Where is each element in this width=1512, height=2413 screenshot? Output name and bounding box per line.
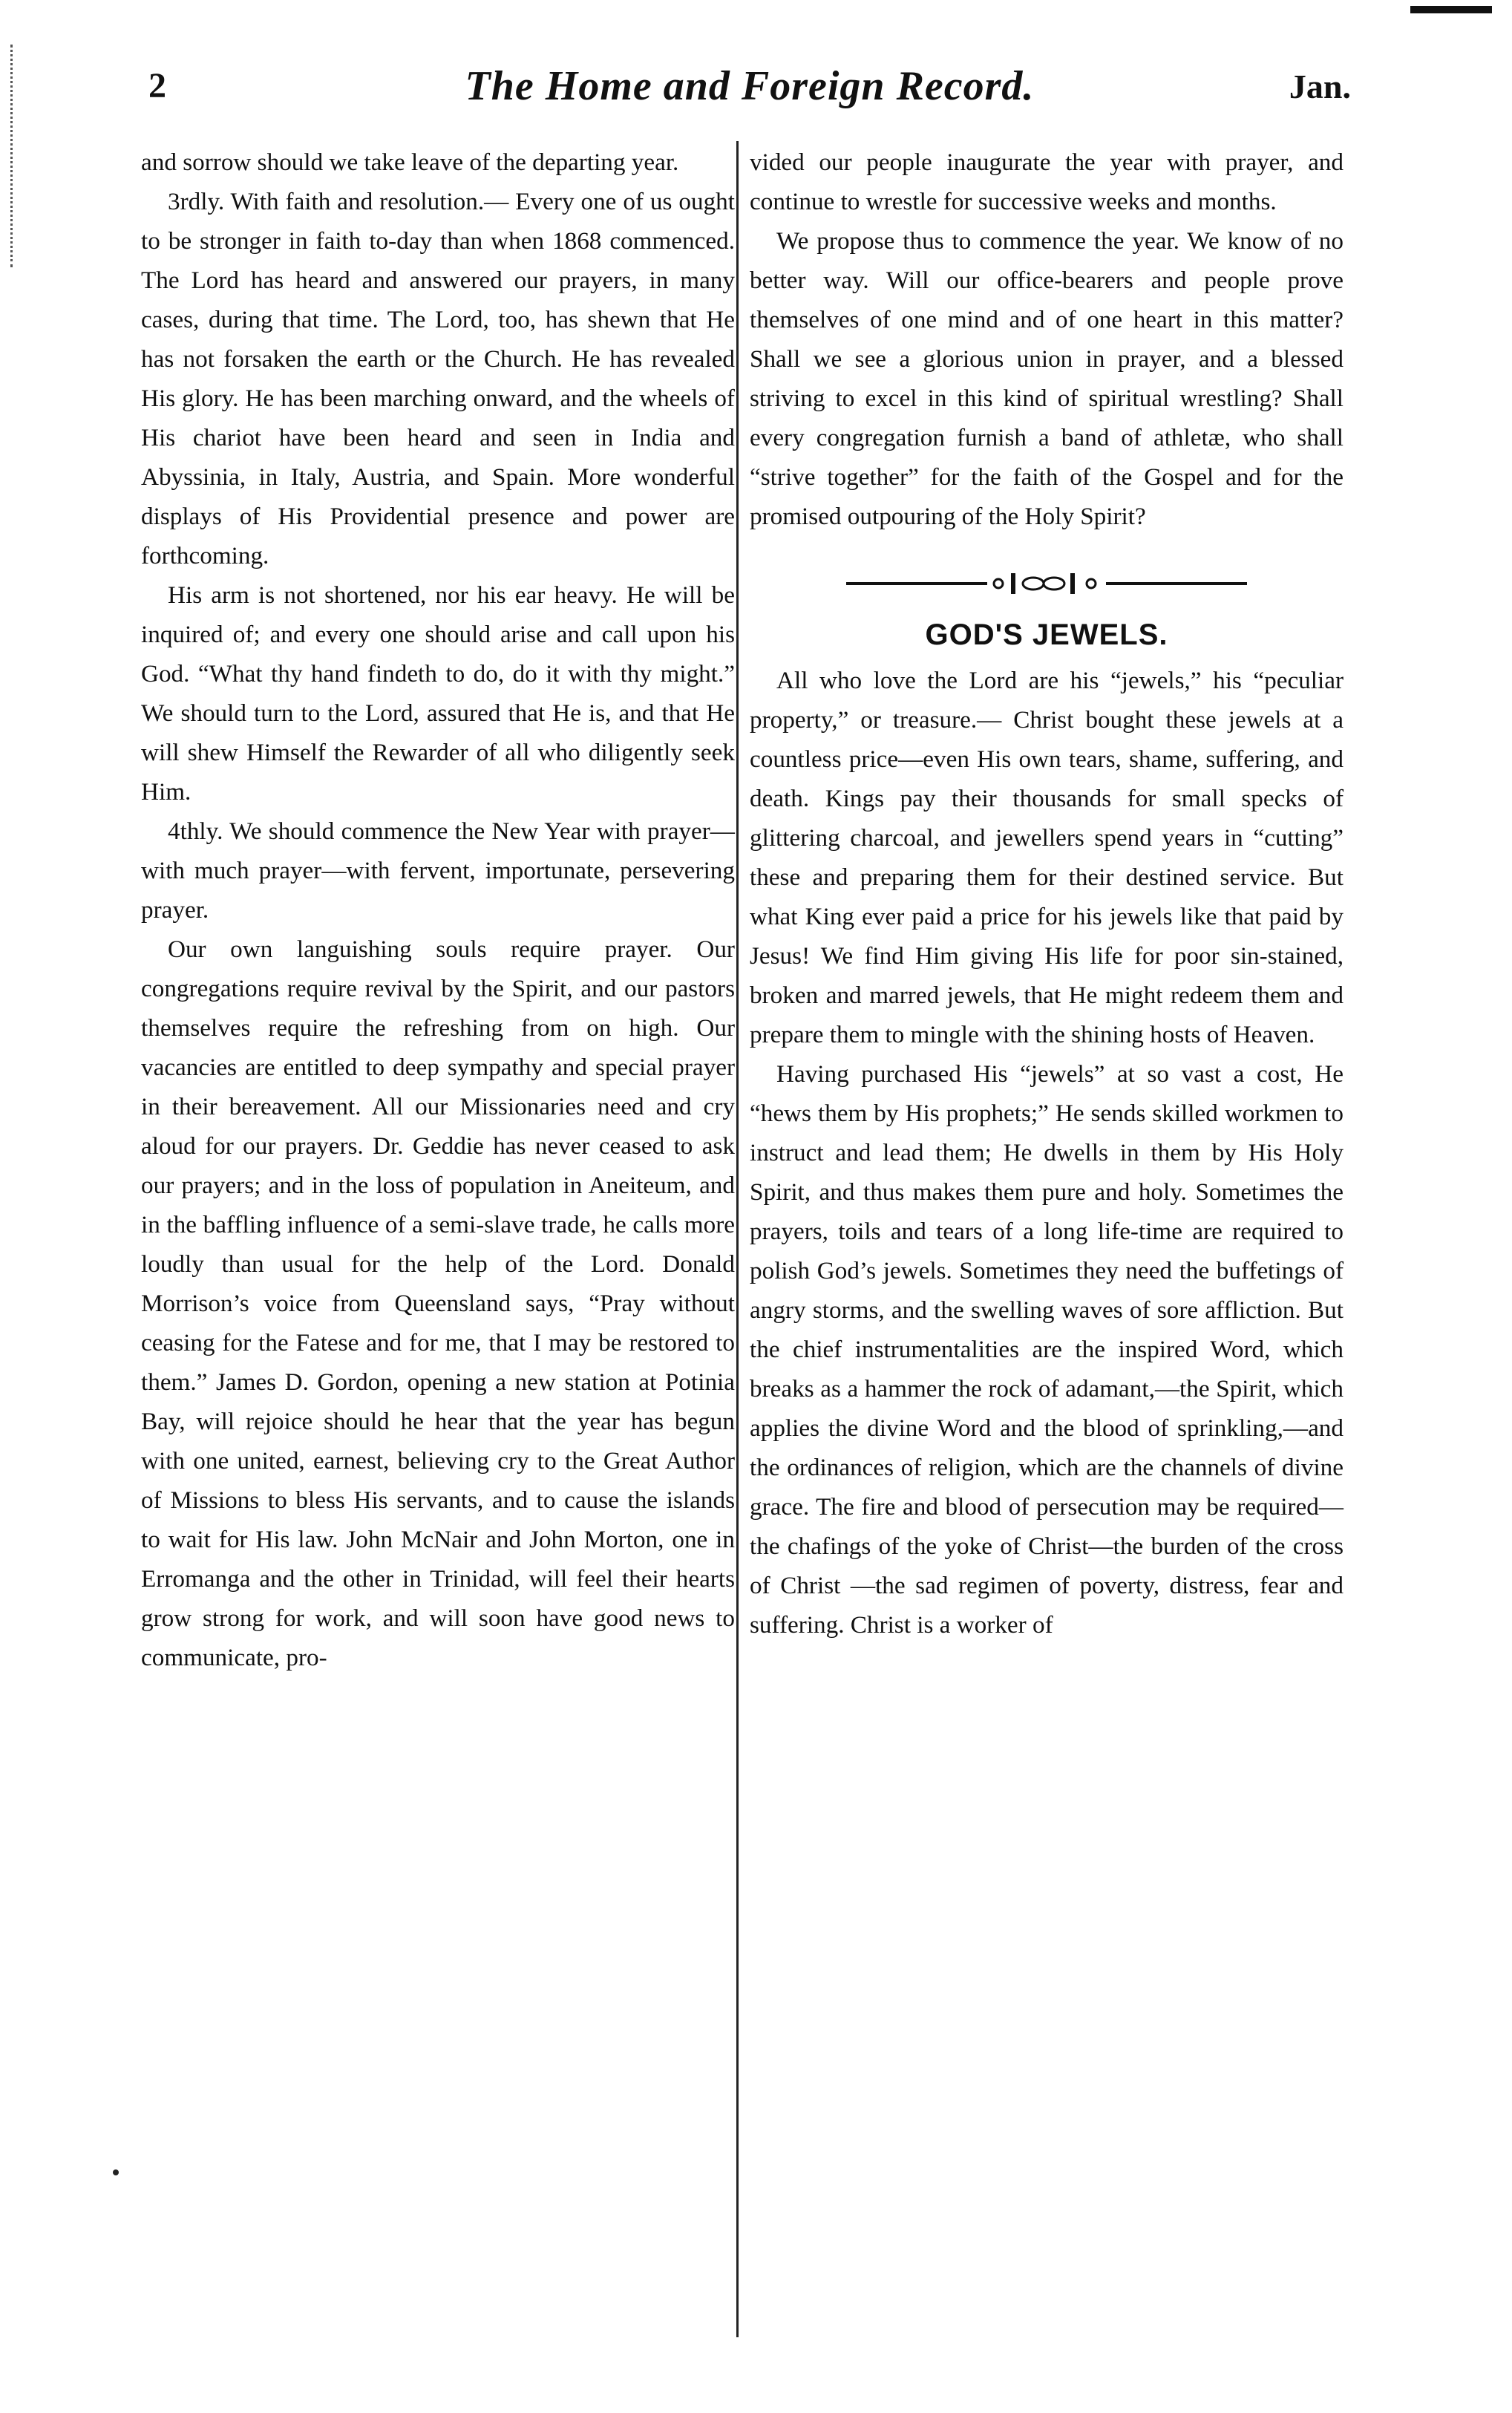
section-ornament	[839, 569, 1254, 598]
page-header	[148, 65, 1351, 132]
left-paragraph-3: His arm is not shortened, nor his ear heavy. He will be inquired of; and every one should arise and call upon his God. “What thy hand findeth to do, do it with thy might.” We should turn to the Lord, assured that He is, and that He will shew Himself the Rewarder of all who diligently seek Him.	[141, 581, 735, 806]
page-edge-marks	[10, 45, 17, 267]
right-paragraph-1: vided our people inaugurate the year with prayer, and continue to wrestle for successive weeks and months.	[750, 148, 1344, 215]
right-paragraph-4: Having purchased His “jewels” at so vast a cost, He “hews them by His prophets;” He sends skilled workmen to instruct and lead them; He dwells in them by His Holy Spirit, and thus makes them pure and holy. Sometimes the prayers, toils and tears of a long life-time are required to polish God’s jewels. Sometimes they need the buffetings of angry storms, and the swelling waves of sore affliction. But the chief instrumentalities are the inspired Word, which breaks as a hammer the rock of adamant,—the Spirit, which applies the divine Word and the blood of sprinkling,—and the ordinances of religion, which are the channels of divine grace. The fire and blood of persecution may be required—the chafings of the yoke of Christ—the burden of the cross of Christ —the sad regimen of poverty, distress, fear and suffering. Christ is a worker of	[750, 1060, 1344, 1639]
left-paragraph-2: 3rdly. With faith and resolution.— Every one of us ought to be stronger in faith to-day than when 1868 commenced. The Lord has heard and answered our prayers, in many cases, during that time. The Lord, too, has shewn that He has not forsaken the earth or the Church. He has revealed His glory. He has been marching onward, and the wheels of His chariot have been heard and seen in India and Abyssinia, in Italy, Austria, and Spain. More wonderful displays of His Providential presence and power are forthcoming.	[141, 188, 735, 569]
stray-ink-mark	[113, 2169, 119, 2175]
left-paragraph-5: Our own languishing souls require prayer. Our congregations require revival by the Spirit, and our pastors themselves require the refreshing from on high. Our vacancies are entitled to deep sympathy and special prayer in their bereavement. All our Missionaries need and cry aloud for our prayers. Dr. Geddie has never ceased to ask our prayers; and in the loss of population in Aneiteum, and in the baffling influence of a semi-slave trade, he calls more loudly than usual for the help of the Lord. Donald Morrison’s voice from Queensland says, “Pray without ceasing for the Fatese and for me, that I may be restored to them.” James D. Gordon, opening a new station at Potinia Bay, will rejoice should he hear that the year has begun with one united, earnest, believing cry to the Great Author of Missions to bless His servants, and to cause the islands to wait for His law. John McNair and John Morton, one in Erromanga and the other in Trinidad, will feel their hearts grow strong for work, and will soon have good news to communicate, pro-	[141, 936, 735, 1671]
issue-month: Jan.	[1289, 68, 1351, 105]
left-paragraph-4: 4thly. We should commence the New Year with prayer—with much prayer—with fervent, importunate, persevering prayer.	[141, 817, 735, 924]
page-number: 2	[148, 66, 166, 105]
right-column	[750, 143, 1344, 1645]
section-title: GOD'S JEWELS.	[925, 618, 1168, 651]
column-divider	[736, 141, 739, 2337]
right-paragraph-2: We propose thus to commence the year. We know of no better way. Will our office-bearers and people prove themselves of one mind and of one heart in this matter? Shall we see a glorious union in prayer, and a blessed striving to excel in this kind of spiritual wrestling? Shall every congregation furnish a band of athletæ, who shall “strive together” for the faith of the Gospel and for the promised outpouring of the Holy Spirit?	[750, 227, 1344, 530]
left-paragraph-1: and sorrow should we take leave of the departing year.	[141, 148, 679, 176]
left-column	[141, 143, 735, 1677]
running-title: The Home and Foreign Record.	[465, 63, 1035, 109]
top-edge-rule	[1410, 6, 1492, 13]
right-paragraph-3: All who love the Lord are his “jewels,” his “peculiar property,” or treasure.— Christ bought these jewels at a countless price—even His own tears, shame, suffering, and death. Kings pay their thousands for small specks of glittering charcoal, and jewellers spend years in “cutting” these and preparing them for their destined service. But what King ever paid a price for his jewels like that paid by Jesus! We find Him giving His life for poor sin-stained, broken and marred jewels, that He might redeem them and prepare them to mingle with the shining hosts of Heaven.	[750, 667, 1344, 1048]
